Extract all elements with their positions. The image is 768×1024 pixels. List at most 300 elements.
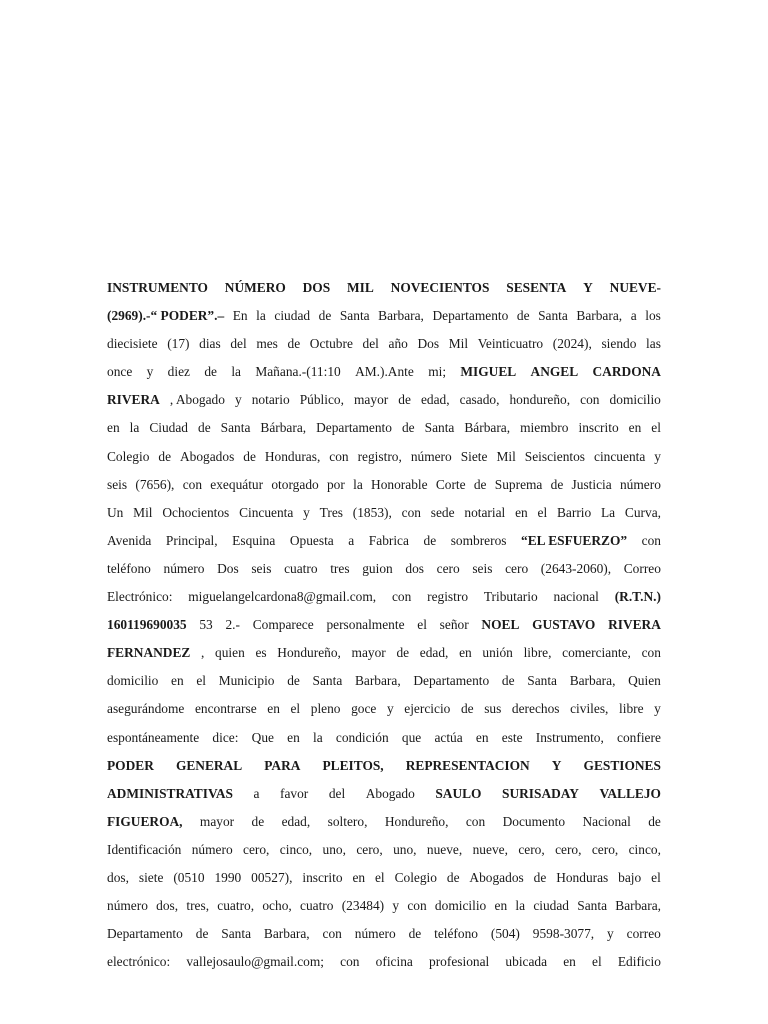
text-run: el — [537, 504, 548, 520]
bold-text: SAULO — [435, 785, 482, 801]
document-line — [107, 527, 661, 555]
text-run: año — [388, 336, 408, 352]
text-run: condición — [335, 729, 389, 745]
text-run: dos — [405, 560, 424, 576]
text-run: Departamento — [432, 308, 509, 324]
text-run: Barbara, — [263, 926, 310, 942]
text-run: Honduras — [556, 869, 609, 885]
text-run: Fabrica — [368, 532, 409, 548]
bold-text: FERNANDEZ — [107, 645, 191, 661]
text-run: número — [354, 926, 396, 942]
text-run: de — [401, 420, 415, 436]
text-run: diecisiete — [107, 336, 158, 352]
bold-text: (R.T.N.) — [614, 589, 661, 605]
text-run: Honduras, — [264, 448, 321, 464]
text-run: del — [328, 785, 346, 801]
text-run: el — [374, 869, 385, 885]
text-run: de — [550, 476, 564, 492]
text-run: Tres — [319, 504, 343, 520]
text-run: pleno — [310, 701, 341, 717]
text-run: Avenida — [107, 532, 152, 548]
text-run: cero, — [591, 841, 619, 857]
document-line — [107, 583, 661, 611]
text-run: de — [516, 308, 530, 324]
text-run: sede — [430, 504, 455, 520]
text-run: 1990 — [214, 869, 242, 885]
text-run: teléfono — [107, 560, 151, 576]
text-run: con — [580, 392, 600, 408]
text-run: (2024), — [552, 336, 592, 352]
document-body — [107, 274, 661, 976]
text-run: 00527), — [251, 869, 293, 885]
text-run: en — [267, 701, 280, 717]
bold-text: MIL — [347, 280, 374, 295]
text-run: el — [290, 701, 301, 717]
text-run: Curva, — [624, 504, 661, 520]
text-run: las — [646, 336, 661, 352]
text-run: señor — [439, 617, 469, 633]
text-run: Instrumento, — [535, 729, 604, 745]
text-run: Municipio — [218, 673, 275, 689]
text-run: sombreros — [450, 532, 507, 548]
bold-text: ANGEL — [530, 364, 579, 380]
text-run: en — [515, 504, 528, 520]
text-run: número — [107, 898, 148, 914]
text-run: cero — [436, 560, 460, 576]
document-line — [107, 414, 661, 442]
text-run: con — [182, 476, 203, 492]
text-run: la — [353, 476, 363, 492]
document-line — [107, 330, 661, 358]
text-run: Esquina — [232, 532, 276, 548]
text-run: en — [494, 898, 508, 914]
text-run: de — [251, 813, 265, 829]
document-line — [107, 892, 661, 920]
text-run: en — [107, 420, 120, 436]
text-run: cero — [505, 560, 529, 576]
bold-text: GUSTAVO — [532, 617, 596, 633]
text-run: Colegio — [394, 869, 437, 885]
text-run: personalmente — [326, 617, 405, 633]
text-run: Identificación — [107, 841, 182, 857]
text-run: y — [654, 448, 661, 464]
text-run: encontrarse — [194, 701, 257, 717]
text-run: seis — [251, 560, 272, 576]
document-line — [107, 386, 661, 414]
text-run: Suprema — [494, 476, 543, 492]
text-run: favor — [280, 785, 309, 801]
bold-text: GESTIONES — [583, 757, 661, 773]
text-run: uno, — [322, 841, 346, 857]
text-run: el — [196, 673, 207, 689]
text-run: de — [648, 813, 661, 829]
text-run: este — [501, 729, 523, 745]
bold-text: PARA — [264, 757, 301, 773]
text-run: cuatro, — [217, 898, 255, 914]
text-run: notario — [251, 392, 290, 408]
text-run: Mil — [448, 336, 469, 352]
bold-text: SURISADAY — [502, 785, 579, 801]
text-run: Ochocientos — [162, 504, 230, 520]
text-run: tres, — [186, 898, 210, 914]
text-run: número — [410, 448, 452, 464]
text-run: cero, — [243, 841, 270, 857]
text-run: Departamento — [107, 926, 183, 942]
text-run: Barbara, — [576, 308, 623, 324]
text-run: y — [234, 392, 242, 408]
bold-text: FIGUEROA, — [107, 813, 183, 829]
text-run: mayor — [351, 645, 386, 661]
text-run: Hondureño, — [277, 645, 341, 661]
text-run: mayor — [199, 813, 235, 829]
bold-text: RIVERA — [107, 392, 160, 408]
text-run: Público, — [299, 392, 344, 408]
text-run: tres — [330, 560, 350, 576]
document-line — [107, 948, 661, 976]
bold-text: MIGUEL — [460, 364, 517, 380]
text-run: Barbara, — [378, 308, 424, 324]
text-run: Santa — [538, 308, 568, 324]
text-run: La — [601, 504, 616, 520]
text-run: teléfono — [434, 926, 478, 942]
document-line — [107, 724, 661, 752]
bold-text: ADMINISTRATIVAS — [107, 785, 233, 801]
text-run: Tributario — [483, 589, 538, 605]
text-run: de — [318, 308, 332, 324]
text-run: dias — [199, 336, 221, 352]
bold-text: (2969).-“ PODER”.– — [107, 308, 225, 324]
text-run: edad, — [420, 392, 450, 408]
text-run: soltero, — [327, 813, 368, 829]
document-line — [107, 471, 661, 499]
text-run: 2.- — [225, 617, 240, 633]
text-run: Barrio — [556, 504, 592, 520]
text-run: de — [287, 336, 301, 352]
text-run: Barbara, — [354, 673, 401, 689]
bold-text: 160119690035 — [107, 617, 187, 633]
text-run: con — [322, 926, 342, 942]
bold-text: RIVERA — [608, 617, 661, 633]
text-run: de — [533, 869, 547, 885]
text-run: once — [107, 364, 133, 380]
document-line — [107, 808, 661, 836]
bold-text: Y — [551, 757, 562, 773]
text-run: a — [253, 785, 260, 801]
bold-text: REPRESENTACION — [405, 757, 530, 773]
text-run: de — [398, 392, 411, 408]
text-run: Mañana.-(11:10 — [255, 364, 341, 380]
text-run: y — [654, 701, 661, 717]
text-run: Santa — [221, 926, 252, 942]
text-run: miguelangelcardona8@gmail.com, — [188, 589, 377, 605]
bold-text: NOEL — [481, 617, 520, 633]
document-line — [107, 920, 661, 948]
text-run: correo — [626, 926, 661, 942]
bold-text: VALLEJO — [599, 785, 661, 801]
text-run: Electrónico: — [107, 589, 173, 605]
bold-text: CARDONA — [592, 364, 661, 380]
text-run: Santa — [577, 898, 608, 914]
text-run: ocho, — [262, 898, 292, 914]
text-run: dice: — [212, 729, 239, 745]
text-run: Principal, — [165, 532, 218, 548]
text-run: Opuesta — [289, 532, 334, 548]
text-run: domicilio — [107, 673, 159, 689]
text-run: el — [592, 954, 602, 970]
text-run: , Abogado — [169, 392, 225, 408]
text-run: de — [408, 926, 422, 942]
bold-text: SESENTA — [506, 280, 567, 295]
document-line — [107, 667, 661, 695]
text-run: civiles, — [570, 701, 609, 717]
text-run: cuatro — [284, 560, 318, 576]
text-run: el — [651, 420, 661, 436]
text-run: con — [391, 589, 412, 605]
text-run: derechos — [511, 701, 560, 717]
text-run: Correo — [623, 560, 661, 576]
text-run: de — [158, 448, 172, 464]
text-run: (504) — [490, 926, 520, 942]
text-run: y — [392, 898, 400, 914]
text-run: nueve, — [426, 841, 463, 857]
text-run: de — [396, 645, 410, 661]
text-run: la — [231, 364, 241, 380]
text-run: Abogados — [179, 448, 235, 464]
text-run: mes — [256, 336, 278, 352]
text-run: cinco, — [628, 841, 661, 857]
text-run: ejercicio — [404, 701, 451, 717]
text-run: (23484) — [341, 898, 385, 914]
text-run: (7656), — [135, 476, 175, 492]
text-run: (17) — [167, 336, 190, 352]
text-run: la — [256, 308, 266, 324]
text-run: edad, — [281, 813, 311, 829]
text-run: dos, — [107, 869, 129, 885]
text-run: electrónico: — [107, 954, 171, 970]
text-run: inscrito — [578, 420, 619, 436]
text-run: miembro — [520, 420, 569, 436]
text-run: de — [423, 532, 437, 548]
text-run: Corte — [435, 476, 466, 492]
text-run: la — [129, 420, 140, 436]
text-run: actúa — [434, 729, 463, 745]
document-line — [107, 639, 661, 667]
document-line — [107, 443, 661, 471]
text-run: diez — [167, 364, 190, 380]
document-line — [107, 302, 661, 330]
text-run: Un — [107, 504, 124, 520]
document-line — [107, 274, 661, 302]
text-run: unión — [482, 645, 513, 661]
text-run: Mil — [496, 448, 516, 464]
text-run: a — [348, 532, 355, 548]
text-run: Cincuenta — [239, 504, 294, 520]
text-run: otorgado — [271, 476, 319, 492]
text-run: domicilio — [609, 392, 661, 408]
text-run: Santa — [312, 673, 343, 689]
text-run: AM.).Ante — [355, 364, 414, 380]
text-run: exequátur — [210, 476, 264, 492]
text-run: ciudad — [274, 308, 311, 324]
text-run: cero, — [555, 841, 582, 857]
text-run: Santa — [220, 420, 251, 436]
text-run: con — [401, 504, 421, 520]
text-run: en — [475, 729, 489, 745]
text-run: del — [230, 336, 247, 352]
document-line — [107, 358, 661, 386]
text-run: 53 — [199, 617, 213, 633]
text-run: Siete — [460, 448, 488, 464]
bold-text: DOS — [302, 280, 331, 295]
text-run: con — [407, 898, 427, 914]
text-run: de — [195, 926, 209, 942]
text-run: el — [651, 869, 661, 885]
text-run: oficina — [375, 954, 413, 970]
text-run: de — [473, 476, 487, 492]
text-run: sus — [484, 701, 502, 717]
text-run: Colegio — [107, 448, 150, 464]
bold-text: PLEITOS, — [322, 757, 384, 773]
text-run: Barbara, — [569, 673, 616, 689]
text-run: vallejosaulo@gmail.com; — [186, 954, 325, 970]
text-run: en — [628, 420, 642, 436]
text-run: registro — [427, 589, 469, 605]
text-run: (1853), — [352, 504, 392, 520]
document-line — [107, 780, 661, 808]
text-run: de — [204, 364, 217, 380]
text-run: Santa — [424, 420, 455, 436]
text-run: siendo — [601, 336, 637, 352]
text-run: Seiscientos — [524, 448, 586, 464]
text-run: Justicia — [571, 476, 612, 492]
text-run: número — [163, 560, 205, 576]
text-run: Mil — [133, 504, 153, 520]
bold-text: Y — [583, 280, 593, 295]
text-run: Bárbara, — [260, 420, 307, 436]
text-run: en — [287, 729, 300, 745]
text-run: la — [515, 898, 526, 914]
text-run: a — [630, 308, 637, 324]
bold-text: “EL ESFUERZO” — [521, 532, 628, 548]
text-run: bajo — [618, 869, 642, 885]
text-run: uno, — [393, 841, 417, 857]
document-line — [107, 499, 661, 527]
document-line — [107, 695, 661, 723]
text-run: en — [459, 645, 472, 661]
text-run: de — [501, 673, 515, 689]
text-run: y — [607, 926, 614, 942]
text-run: nacional — [553, 589, 599, 605]
document-line — [107, 836, 661, 864]
text-run: , — [201, 645, 205, 661]
text-run: Bárbara, — [464, 420, 511, 436]
text-run: Santa — [339, 308, 370, 324]
text-run: en — [171, 673, 184, 689]
text-run: 9598-3077, — [532, 926, 595, 942]
text-run: de — [243, 448, 256, 464]
text-run: Departamento — [316, 420, 392, 436]
text-run: con — [465, 813, 486, 829]
text-run: Que — [251, 729, 274, 745]
text-run: libre — [619, 701, 644, 717]
text-run: Quien — [628, 673, 661, 689]
text-run: Veinticuatro — [477, 336, 544, 352]
text-run: Dos — [417, 336, 440, 352]
text-run: guion — [362, 560, 393, 576]
text-run: cero, — [356, 841, 383, 857]
text-run: ciudad — [533, 898, 570, 914]
text-run: cuatro — [300, 898, 334, 914]
text-run: cero, — [518, 841, 545, 857]
text-run: dos, — [156, 898, 179, 914]
text-run: mi; — [428, 364, 447, 380]
text-run: de — [287, 673, 300, 689]
text-run: y — [303, 504, 310, 520]
text-run: de — [460, 701, 474, 717]
text-run: con — [641, 532, 661, 548]
text-run: y — [146, 364, 154, 380]
text-run: registro, — [357, 448, 402, 464]
text-run: los — [645, 308, 661, 324]
text-run: y — [386, 701, 394, 717]
text-run: Octubre — [309, 336, 353, 352]
text-run: edad, — [419, 645, 449, 661]
text-run: siete — [138, 869, 164, 885]
text-run: seis — [107, 476, 128, 492]
text-run: con — [641, 645, 661, 661]
text-run: cinco, — [279, 841, 313, 857]
text-run: por — [326, 476, 345, 492]
text-run: asegurándome — [107, 701, 185, 717]
text-run: notarial — [464, 504, 506, 520]
text-run: con — [329, 448, 349, 464]
text-run: Documento — [502, 813, 566, 829]
text-run: (2643-2060), — [540, 560, 612, 576]
text-run: ubicada — [505, 954, 548, 970]
text-run: seis — [472, 560, 493, 576]
bold-text: GENERAL — [175, 757, 243, 773]
bold-text: PODER — [107, 757, 154, 773]
text-run: de — [446, 869, 460, 885]
text-run: mayor — [354, 392, 389, 408]
text-run: el — [417, 617, 427, 633]
text-run: en — [352, 869, 366, 885]
document-line — [107, 555, 661, 583]
text-run: Nacional — [582, 813, 631, 829]
document-line — [107, 752, 661, 780]
text-run: en — [563, 954, 576, 970]
text-run: goce — [351, 701, 377, 717]
text-run: libre, — [523, 645, 552, 661]
text-run: Ciudad — [149, 420, 188, 436]
document-line — [107, 611, 661, 639]
text-run: En — [232, 308, 248, 324]
text-run: que — [401, 729, 422, 745]
text-run: nueve, — [472, 841, 508, 857]
text-run: Honorable — [371, 476, 428, 492]
text-run: Edificio — [617, 954, 661, 970]
text-run: domicilio — [434, 898, 487, 914]
text-run: hondureño, — [509, 392, 571, 408]
text-run: comerciante, — [562, 645, 631, 661]
text-run: de — [198, 420, 211, 436]
text-run: Barbara, — [615, 898, 661, 914]
text-run: (0510 — [173, 869, 205, 885]
text-run: espontáneamente — [107, 729, 200, 745]
text-run: Dos — [217, 560, 239, 576]
text-run: es — [255, 645, 267, 661]
bold-text: NUEVE- — [609, 280, 661, 295]
